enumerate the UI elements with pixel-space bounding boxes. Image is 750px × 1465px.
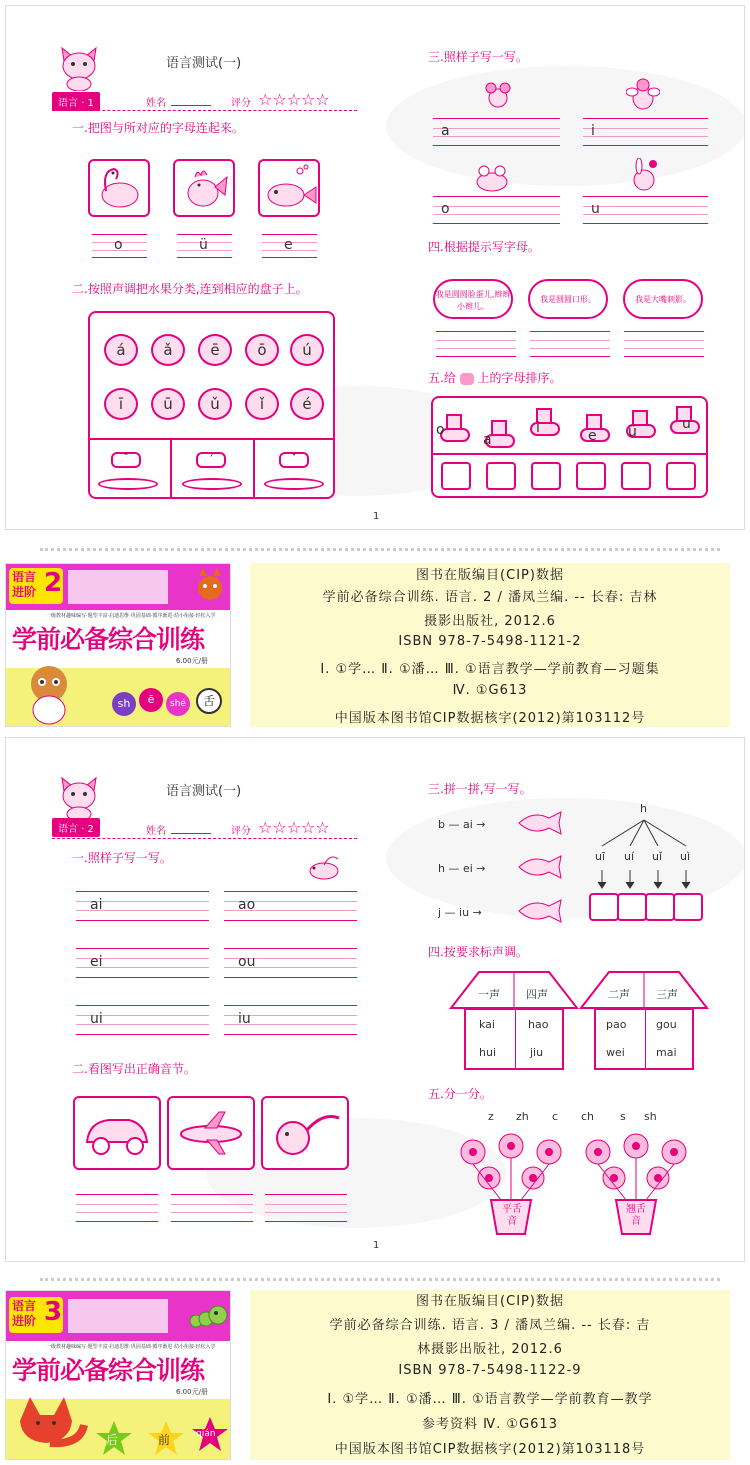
cover-chip: sh — [112, 692, 136, 716]
car-icon — [75, 1098, 159, 1168]
cover-chip: shé — [166, 692, 190, 716]
score-label: 评分 — [231, 826, 251, 837]
pot-label: 平舌音 — [502, 1204, 522, 1227]
mouse-icon — [481, 80, 515, 112]
spell-row: j — iu → — [438, 906, 482, 919]
section-separator — [40, 548, 720, 551]
writing-lines — [224, 948, 357, 978]
cip-line: 中国版本图书馆CIP数据核字(2012)第103112号 — [334, 711, 646, 726]
name-label: 姓名 — [146, 826, 166, 837]
letter: i — [591, 123, 595, 140]
spell-row: b — ai → — [438, 818, 486, 831]
syllable: pao — [606, 1018, 627, 1031]
plate — [182, 478, 242, 490]
cip-line: 图书在版编目(CIP)数据 — [416, 568, 564, 583]
syllable: wei — [606, 1046, 625, 1059]
cip-line: 学前必备综合训练. 语言. 3 / 潘凤兰编. -- 长春: 吉 — [329, 1318, 651, 1333]
worksheet-page-2 — [5, 737, 745, 1262]
cover-badge-text: 语言 进阶 — [12, 1299, 37, 1328]
cover-badge-text: 语言 进阶 — [12, 570, 37, 599]
fruit-letter: ǐ — [245, 388, 279, 420]
page-number: 1 — [373, 1240, 380, 1251]
tree-branches — [594, 818, 694, 848]
writing-lines — [583, 196, 708, 224]
board-divider — [433, 453, 706, 455]
name-blank — [171, 105, 211, 106]
cip-line: ISBN 978-7-5498-1122-9 — [398, 1363, 582, 1378]
fish-outline-icon — [515, 898, 563, 924]
cover-badge-number: 3 — [44, 1297, 63, 1327]
cover-title: 学前必备综合训练 — [12, 625, 205, 654]
cat-mascot-icon — [54, 776, 104, 821]
picture-frame-tadpole — [261, 1096, 349, 1170]
cover-title: 学前必备综合训练 — [12, 1356, 205, 1385]
board-divider — [253, 438, 255, 497]
question-3: 三.照样子写一写。 — [428, 50, 528, 64]
sock-icon — [670, 406, 700, 436]
tone-label: ˇ — [279, 452, 309, 468]
picture-frame-fish — [258, 159, 320, 217]
caterpillar-icon — [188, 1297, 230, 1333]
worksheet-page-1 — [5, 5, 745, 530]
syllable: iu — [238, 1011, 251, 1028]
tree-leaf: uī — [595, 850, 606, 863]
answer-box[interactable] — [589, 893, 619, 921]
syllable: ou — [238, 954, 256, 971]
house-head: 二声 — [608, 988, 630, 1001]
syllable: mai — [656, 1046, 677, 1059]
cover-price: 6.00元/册 — [176, 1388, 208, 1396]
score-stars: ☆☆☆☆☆ — [258, 90, 330, 109]
syllable: kai — [479, 1018, 495, 1031]
cip-line: 参考资料 Ⅳ. ①G613 — [422, 1417, 558, 1432]
writing-lines — [583, 118, 708, 146]
fruit-letter: ē — [198, 334, 232, 366]
initial-letter: z — [488, 1110, 494, 1123]
writing-lines — [265, 1194, 347, 1222]
initial-letter: sh — [644, 1110, 657, 1123]
rooster-icon — [175, 161, 233, 215]
goose-icon — [90, 161, 148, 215]
answer-box[interactable] — [576, 462, 606, 490]
cover-price: 6.00元/册 — [176, 657, 208, 665]
syllable: gou — [656, 1018, 677, 1031]
initial-letter: zh — [516, 1110, 529, 1123]
writing-lines — [433, 118, 560, 146]
cover-chip: qián — [196, 1429, 216, 1439]
cover-badge — [9, 1297, 63, 1333]
cover-blurb — [68, 1299, 168, 1333]
initial-letter: c — [552, 1110, 559, 1123]
fruit-letter: ī — [104, 388, 138, 420]
writing-lines — [224, 891, 357, 921]
page-title: 语言测试(一) — [166, 784, 242, 799]
page-number: 1 — [373, 511, 380, 522]
writing-lines — [76, 1005, 209, 1035]
question-5 — [428, 369, 562, 386]
writing-lines — [224, 1005, 357, 1035]
cover-tagline: 一级教材趣味编写·题型丰富·启迪思维·巩固基础·循序渐进·幼小衔接·轻松入学 — [46, 1344, 216, 1350]
fish-outline-icon — [515, 854, 563, 880]
fox-icon — [10, 1391, 88, 1460]
question-5: 五.分一分。 — [428, 1087, 492, 1101]
cover-badge — [9, 568, 63, 604]
cover-chip: 前 — [158, 1433, 171, 1447]
fruit-letter: ū — [151, 388, 185, 420]
book-cover-2 — [5, 563, 231, 727]
writing-lines — [177, 234, 232, 258]
fruit-letter: ō — [245, 334, 279, 366]
cat-mascot-icon — [54, 46, 104, 91]
writing-lines — [436, 331, 516, 357]
bird-icon — [304, 853, 344, 883]
section-separator — [40, 1278, 720, 1281]
sock-letter: i — [536, 420, 540, 436]
tone-label: ˊ — [196, 452, 226, 468]
spell-row: h — ei → — [438, 862, 486, 875]
cip-line: 中国版本图书馆CIP数据核字(2012)第103118号 — [334, 1442, 646, 1457]
writing-lines — [171, 1194, 253, 1222]
cover-badge-number: 2 — [44, 568, 63, 598]
picture-frame-rooster — [173, 159, 235, 217]
bunny-icon — [626, 158, 662, 194]
score-label: 评分 — [231, 98, 251, 109]
tree-leaf: uí — [624, 850, 635, 863]
question-4: 四.按要求标声调。 — [428, 945, 528, 959]
house-head: 一声 — [478, 988, 500, 1001]
fruit-letter: ǔ — [198, 388, 232, 420]
writing-lines — [92, 234, 147, 258]
tone-label: ˉ — [111, 452, 141, 468]
hint-bubble: 我是圆圆口形。 — [528, 279, 608, 319]
letter: ü — [199, 237, 208, 254]
answer-box[interactable] — [621, 462, 651, 490]
tadpole-icon — [263, 1098, 347, 1168]
writing-lines — [76, 1194, 158, 1222]
book-cover-3 — [5, 1290, 231, 1460]
sock-icon — [626, 410, 656, 440]
question-2: 二.看图写出正确音节。 — [72, 1062, 196, 1076]
answer-box[interactable] — [645, 893, 675, 921]
answer-box[interactable] — [617, 893, 647, 921]
board-divider — [170, 438, 172, 497]
answer-box[interactable] — [666, 462, 696, 490]
sock-letter: u — [682, 416, 691, 432]
question-1: 一.照样子写一写。 — [72, 851, 172, 865]
sock-icon — [530, 408, 560, 438]
letter: a — [441, 123, 450, 140]
syllable: ui — [90, 1011, 103, 1028]
letter: o — [441, 201, 450, 218]
fish-icon — [260, 161, 318, 215]
section-tag: 语言 · 2 — [52, 818, 100, 837]
section-tag: 语言 · 1 — [52, 92, 100, 111]
bee-icon — [626, 76, 660, 112]
house-head: 四声 — [526, 988, 548, 1001]
squirrel-icon — [191, 566, 229, 608]
syllable: jiu — [530, 1046, 544, 1059]
syllable: ei — [90, 954, 103, 971]
house-roof — [579, 970, 709, 1010]
writing-lines — [624, 331, 704, 357]
down-arrows — [594, 868, 694, 890]
fruit-letter: ǎ — [151, 334, 185, 366]
syllable: ao — [238, 897, 256, 914]
sock-letter: a — [483, 432, 492, 448]
cip-data-block-1 — [250, 563, 730, 727]
writing-lines — [433, 196, 560, 224]
cip-line: 林摄影出版社, 2012.6 — [417, 1342, 563, 1357]
name-blank — [171, 833, 211, 834]
cip-line: Ⅰ. ①学… Ⅱ. ①潘… Ⅲ. ①语言教学—学前教育—教学 — [327, 1392, 653, 1407]
picture-frame-car — [73, 1096, 161, 1170]
frog-icon — [472, 162, 512, 192]
picture-frame-goose — [88, 159, 150, 217]
initial-letter: s — [620, 1110, 626, 1123]
fish-outline-icon — [515, 810, 563, 836]
sock-icon — [485, 420, 515, 450]
cip-line: Ⅳ. ①G613 — [452, 683, 528, 698]
fruit-letter: é — [290, 388, 324, 420]
sock-icon — [580, 414, 610, 444]
question-5-text: 五.给 — [428, 371, 456, 385]
raccoon-icon — [14, 660, 84, 726]
cip-line: Ⅰ. ①学… Ⅱ. ①潘… Ⅲ. ①语言教学—学前教育—习题集 — [320, 662, 660, 677]
question-4: 四.根据提示写字母。 — [428, 240, 540, 254]
sock-letter: o — [436, 422, 445, 438]
answer-box[interactable] — [486, 462, 516, 490]
question-2: 二.按照声调把水果分类,连到相应的盘子上。 — [72, 282, 308, 296]
score-stars: ☆☆☆☆☆ — [258, 818, 330, 837]
cip-data-block-2 — [250, 1290, 730, 1460]
cover-tagline: 一级教材趣味编写·题型丰富·启迪思维·巩固基础·循序渐进·幼小衔接·轻松入学 — [46, 613, 216, 619]
answer-box[interactable] — [441, 462, 471, 490]
pot-label: 翘舌音 — [626, 1204, 646, 1227]
cip-line: 摄影出版社, 2012.6 — [424, 614, 556, 629]
answer-box[interactable] — [531, 462, 561, 490]
cover-blurb — [68, 570, 168, 604]
letter: o — [114, 237, 123, 254]
hint-bubble: 我是大嘴刺影。 — [623, 279, 703, 319]
house-roof — [449, 970, 579, 1010]
cover-chip: 舌 — [196, 688, 222, 714]
writing-lines — [76, 948, 209, 978]
question-1: 一.把图与所对应的字母连起来。 — [72, 121, 244, 135]
plate — [98, 478, 158, 490]
sock-letter-row — [438, 406, 703, 450]
hint-bubble: 我是圆圆脸蛋儿,辫辫小辫儿。 — [433, 279, 513, 319]
cip-line: ISBN 978-7-5498-1121-2 — [398, 634, 582, 649]
header-divider — [52, 838, 357, 839]
syllable: hao — [528, 1018, 549, 1031]
fruit-letter: ú — [290, 334, 324, 366]
initial-letter: ch — [581, 1110, 595, 1123]
tree-root: h — [640, 802, 647, 815]
sock-letter: ü — [628, 424, 637, 440]
cover-chip: 后 — [106, 1433, 119, 1447]
writing-lines — [262, 234, 317, 258]
letter: e — [284, 237, 293, 254]
header-divider — [52, 110, 357, 111]
cover-chip: ē — [139, 688, 163, 712]
fruit-letter: á — [104, 334, 138, 366]
syllable: ai — [90, 897, 103, 914]
name-label: 姓名 — [146, 98, 166, 109]
syllable: hui — [479, 1046, 496, 1059]
question-5-tail: 上的字母排序。 — [477, 371, 562, 385]
picture-frame-plane — [167, 1096, 255, 1170]
cip-line: 学前必备综合训练. 语言. 2 / 潘凤兰编. -- 长春: 吉林 — [322, 590, 658, 605]
answer-box[interactable] — [673, 893, 703, 921]
sock-letter: e — [588, 428, 597, 444]
cip-line: 图书在版编目(CIP)数据 — [416, 1294, 564, 1309]
tree-leaf: uì — [680, 850, 691, 863]
airplane-icon — [169, 1098, 253, 1168]
board-divider — [90, 438, 333, 440]
house-head: 三声 — [656, 988, 678, 1001]
letter: u — [591, 201, 600, 218]
writing-lines — [76, 891, 209, 921]
plate — [264, 478, 324, 490]
tree-leaf: uǐ — [652, 850, 663, 863]
sock-icon — [460, 373, 474, 385]
page-title: 语言测试(一) — [166, 56, 242, 71]
writing-lines — [530, 331, 610, 357]
question-3: 三.拼一拼,写一写。 — [428, 782, 532, 796]
sock-icon — [436, 414, 470, 444]
